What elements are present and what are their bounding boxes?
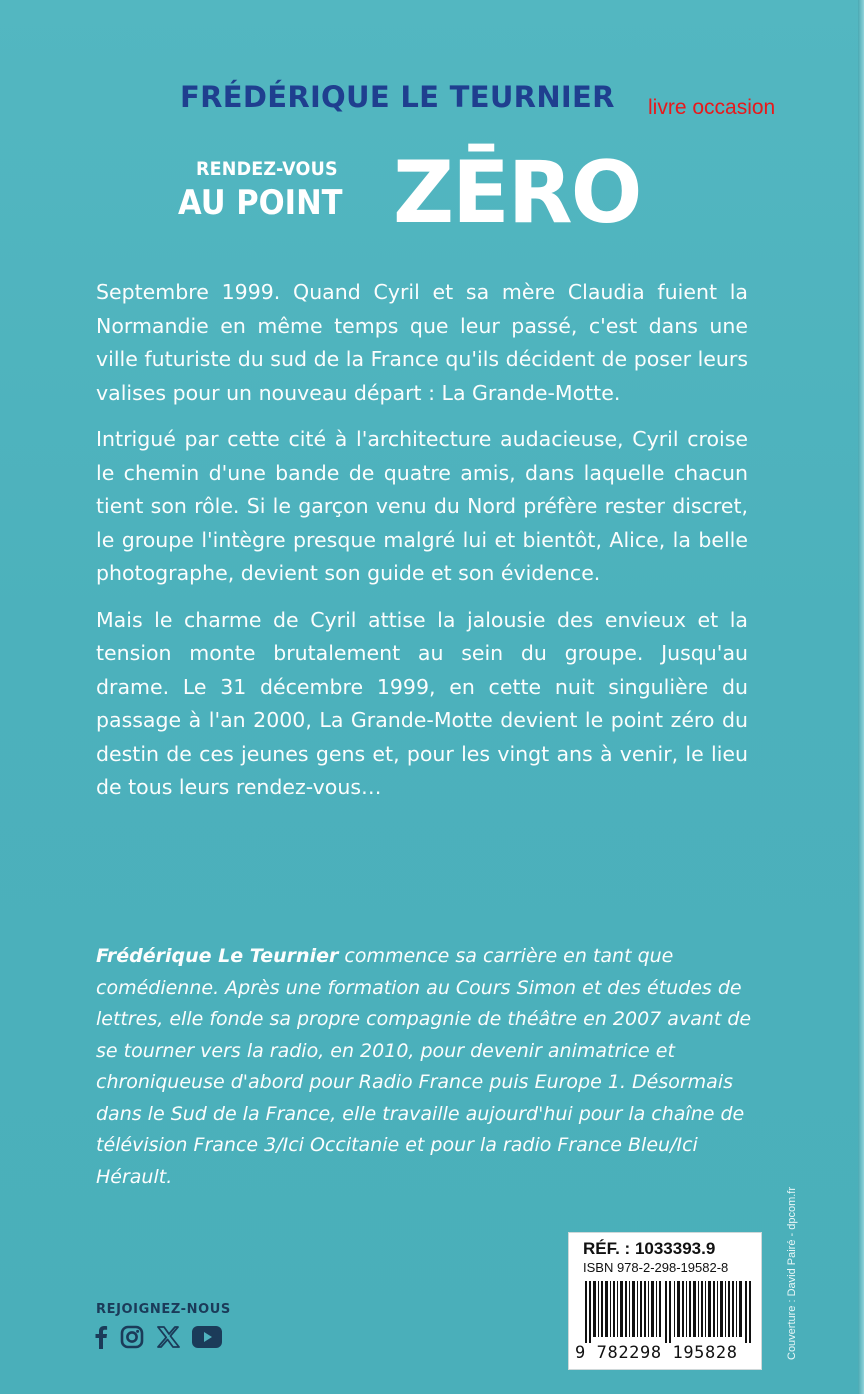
book-blurb	[96, 276, 748, 818]
bio-author-name: Frédérique Le Teurnier	[96, 945, 339, 967]
instagram-icon	[120, 1325, 144, 1353]
blurb-paragraph-3: Mais le charme de Cyril attise la jalousie des envieux et la tension monte brutalement au sein du groupe. Jusqu'au drame. Le 31 décembre 1999, en cette nuit singulière du passage à l'an 2000, La Grande-Motte devient le point zéro du destin de ces jeunes gens et, pour les vingt ans à venir, le lieu de tous leurs rendez-vous…	[96, 607, 748, 799]
facebook-icon	[94, 1325, 108, 1353]
isbn-number: ISBN 978-2-298-19582-8	[583, 1260, 729, 1275]
author-name: FRÉDÉRIQUE LE TEURNIER	[180, 80, 615, 114]
x-icon	[156, 1325, 180, 1353]
blurb-paragraph-2: Intrigué par cette cité à l'architecture audacieuse, Cyril croise le chemin d'une bande de quatre amis, dans laquelle chacun tient son rôle. Si le garçon venu du Nord préfère rester discret, le groupe l'intègre presque malgré lui et bientôt, Alice, la belle photographe, devient son guide et son évidence.	[96, 427, 748, 585]
used-book-label: livre occasion	[648, 96, 776, 119]
youtube-icon	[192, 1326, 222, 1352]
ean-number: 9 782298 195828	[575, 1343, 738, 1363]
title-line-1: RENDEZ-VOUS	[196, 158, 338, 180]
cover-edge	[858, 0, 864, 1394]
bio-text: commence sa carrière en tant que comédienne. Après une formation au Cours Simon et des études de lettres, elle fonde sa propre compagnie de théâtre en 2007 avant de se tourner vers la radio, en 2010, pour devenir animatrice et chroniqueuse d'abord pour Radio France puis Europe 1. Désormais dans le Sud de la France, elle travaille aujourd'hui pour la chaîne de télévision France 3/Ici Occitanie et pour la radio France Bleu/Ici Hérault.	[96, 945, 752, 1188]
cover-credit: Couverture : David Pairé - dpcom.fr	[786, 1186, 798, 1360]
social-icons	[94, 1325, 222, 1353]
blurb-paragraph-1: Septembre 1999. Quand Cyril et sa mère Claudia fuient la Normandie en même temps que leur passé, c'est dans une ville futuriste du sud de la France qu'ils décident de poser leurs valises pour un nouveau départ : La Grande-Motte.	[96, 280, 748, 405]
title-line-2: AU POINT	[178, 183, 343, 223]
barcode-box	[568, 1232, 762, 1370]
barcode-icon	[585, 1281, 753, 1343]
reference-number: RÉF. : 1033393.9	[583, 1239, 716, 1258]
author-bio	[96, 941, 756, 1193]
social-label: REJOIGNEZ-NOUS	[96, 1302, 231, 1317]
title-line-3: ZĒRO	[393, 143, 641, 243]
